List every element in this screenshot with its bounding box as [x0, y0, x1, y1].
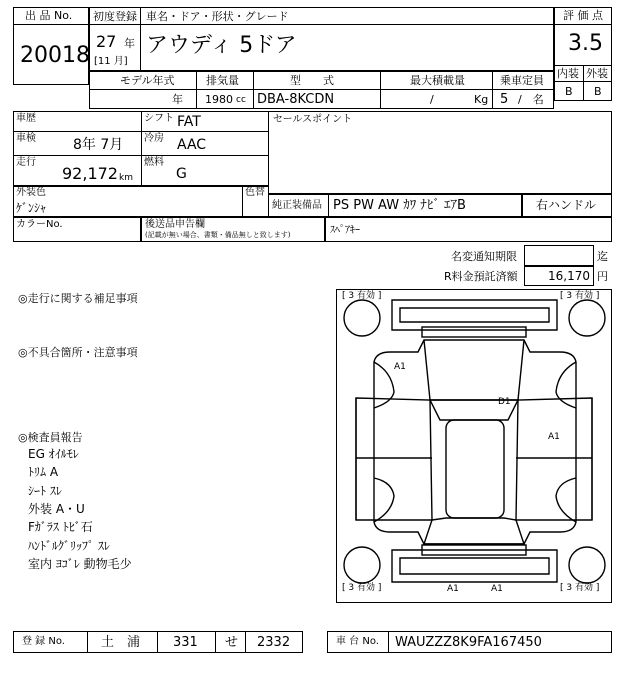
- ac-label: 冷房: [144, 133, 164, 144]
- car-name-label: 車名・ドア・形状・グレード: [146, 10, 289, 23]
- details-col: [141, 111, 142, 186]
- corner-label-tl: [ 3 有効 ]: [342, 291, 382, 301]
- shift-label: シフト: [144, 113, 174, 124]
- lot-divider: [13, 24, 89, 25]
- inspector-label: ◎検査員報告: [18, 431, 83, 444]
- lot-label: 出 品 No.: [25, 9, 73, 22]
- equipment-divider: [328, 194, 329, 217]
- corner-label-bl: [ 3 有効 ]: [342, 583, 382, 593]
- first-reg-year: 27: [96, 32, 117, 51]
- supplement-label: ◎走行に関する補足事項: [18, 292, 138, 305]
- equipment-label: 純正装備品: [272, 200, 322, 211]
- vin-divider: [388, 631, 389, 653]
- vin-value: WAUZZZ8K9FA167450: [395, 635, 542, 650]
- car-name: アウディ 5ドア: [146, 33, 297, 58]
- recycle-label: R料金預託済額: [444, 270, 518, 283]
- transfer-suffix: 迄: [597, 250, 608, 263]
- interior-grade: B: [565, 85, 573, 98]
- fuel-label: 燃料: [144, 157, 164, 168]
- mileage-unit: km: [119, 173, 133, 183]
- corner-label-tr: [ 3 有効 ]: [560, 291, 600, 301]
- reg-class: 331: [173, 635, 198, 650]
- lot-number: 20018: [20, 43, 90, 68]
- specs-col-3: [380, 71, 381, 109]
- inspector-line: Fｶﾞﾗｽ ﾄﾋﾞ石: [28, 520, 93, 534]
- ext-color-value: ｹﾞﾝｼｬ: [16, 201, 47, 215]
- type-label: 型 式: [290, 74, 334, 87]
- history-label: 車歴: [16, 113, 36, 124]
- mileage-value: 92,172: [62, 164, 118, 183]
- specs-col-1: [196, 71, 197, 109]
- recolor-label: 色替: [245, 187, 265, 198]
- displacement-value: 1980: [205, 93, 233, 106]
- specs-col-2: [253, 71, 254, 109]
- docs-note: (記載が無い場合、書類・備品無しと致します): [145, 231, 291, 239]
- color-no-label: カラーNo.: [16, 219, 63, 230]
- overall-grade: 3.5: [568, 31, 603, 56]
- car-diagram-box: [336, 289, 612, 603]
- max-load-slash: /: [430, 93, 434, 106]
- subgrade-divider: [583, 65, 584, 101]
- reg-col-4: [245, 631, 246, 653]
- damage-mark: A1: [447, 584, 459, 594]
- inspection-value: 8年 7月: [73, 137, 124, 153]
- fuel-value: G: [176, 166, 187, 182]
- inspector-line: EG ｵｲﾙﾓﾚ: [28, 447, 79, 461]
- steering-value: 右ハンドル: [536, 198, 597, 212]
- transfer-label: 名変通知期限: [451, 250, 517, 263]
- ext-color-label: 外装色: [16, 187, 46, 198]
- max-load-unit: Kg: [474, 93, 489, 106]
- reg-col-3: [215, 631, 216, 653]
- equipment-value: PS PW AW ｶﾜ ﾅﾋﾞ ｴｱB: [333, 198, 466, 213]
- max-load-label: 最大積載量: [410, 74, 465, 87]
- inspector-line: ｼｰﾄ ｽﾚ: [28, 484, 62, 498]
- exterior-grade: B: [594, 85, 602, 98]
- reg-label: 登 録 No.: [22, 636, 65, 647]
- inspector-line: ﾊﾝﾄﾞﾙｸﾞﾘｯﾌﾟ ｽﾚ: [28, 539, 110, 553]
- ac-value: AAC: [177, 137, 207, 153]
- damage-mark: A1: [491, 584, 503, 594]
- ext-color-box: [13, 186, 269, 217]
- model-year-label: モデル年式: [120, 74, 175, 87]
- specs-label-line: [89, 89, 554, 90]
- first-reg-divider: [140, 7, 141, 71]
- grade-divider: [554, 24, 612, 25]
- reg-kana: せ: [225, 635, 239, 650]
- capacity-unit: / 名: [518, 93, 544, 106]
- inspector-line: 室内 ﾖｺﾞﾚ 動物毛少: [28, 557, 132, 571]
- docs-value: ｽﾍﾟｱｷｰ: [330, 225, 360, 236]
- specs-col-4: [492, 71, 493, 109]
- corner-label-br: [ 3 有効 ]: [560, 583, 600, 593]
- reg-area: 土 浦: [101, 635, 141, 650]
- model-year-unit: 年: [172, 93, 183, 106]
- defects-label: ◎不具合箇所・注意事項: [18, 346, 138, 359]
- inspection-label: 車検: [16, 133, 36, 144]
- reg-col-1: [87, 631, 88, 653]
- inspector-line: ﾄﾘﾑ A: [28, 465, 59, 479]
- first-reg-year-unit: 年: [124, 37, 135, 50]
- docs-value-box: [325, 217, 612, 242]
- exterior-label: 外装: [586, 67, 608, 80]
- recycle-amount: 16,170: [548, 269, 590, 283]
- first-reg-month: [11 月]: [94, 56, 128, 67]
- vin-label: 車 台 No.: [336, 636, 379, 647]
- capacity-label: 乗車定員: [500, 74, 544, 87]
- docs-label: 後送品申告欄: [145, 219, 205, 230]
- displacement-label: 排気量: [206, 74, 239, 87]
- reg-number: 2332: [257, 635, 291, 650]
- model-type-value: DBA-8KCDN: [257, 92, 335, 107]
- transfer-box: [524, 245, 594, 266]
- inspector-line: 外装 A・U: [28, 502, 85, 516]
- damage-mark: D1: [498, 397, 511, 407]
- capacity-value: 5: [500, 92, 509, 107]
- recycle-unit: 円: [597, 270, 608, 283]
- shift-value: FAT: [177, 114, 201, 130]
- mileage-label: 走行: [16, 157, 36, 168]
- recolor-divider: [242, 186, 243, 217]
- damage-mark: A1: [394, 362, 406, 372]
- first-reg-label: 初度登録: [93, 10, 137, 23]
- displacement-unit: cc: [236, 95, 246, 105]
- grade-label: 評 価 点: [563, 9, 603, 22]
- damage-mark: A1: [548, 432, 560, 442]
- reg-col-2: [157, 631, 158, 653]
- interior-label: 内装: [557, 67, 579, 80]
- subgrade-mid: [554, 81, 612, 82]
- sales-point-label: セールスポイント: [273, 114, 353, 125]
